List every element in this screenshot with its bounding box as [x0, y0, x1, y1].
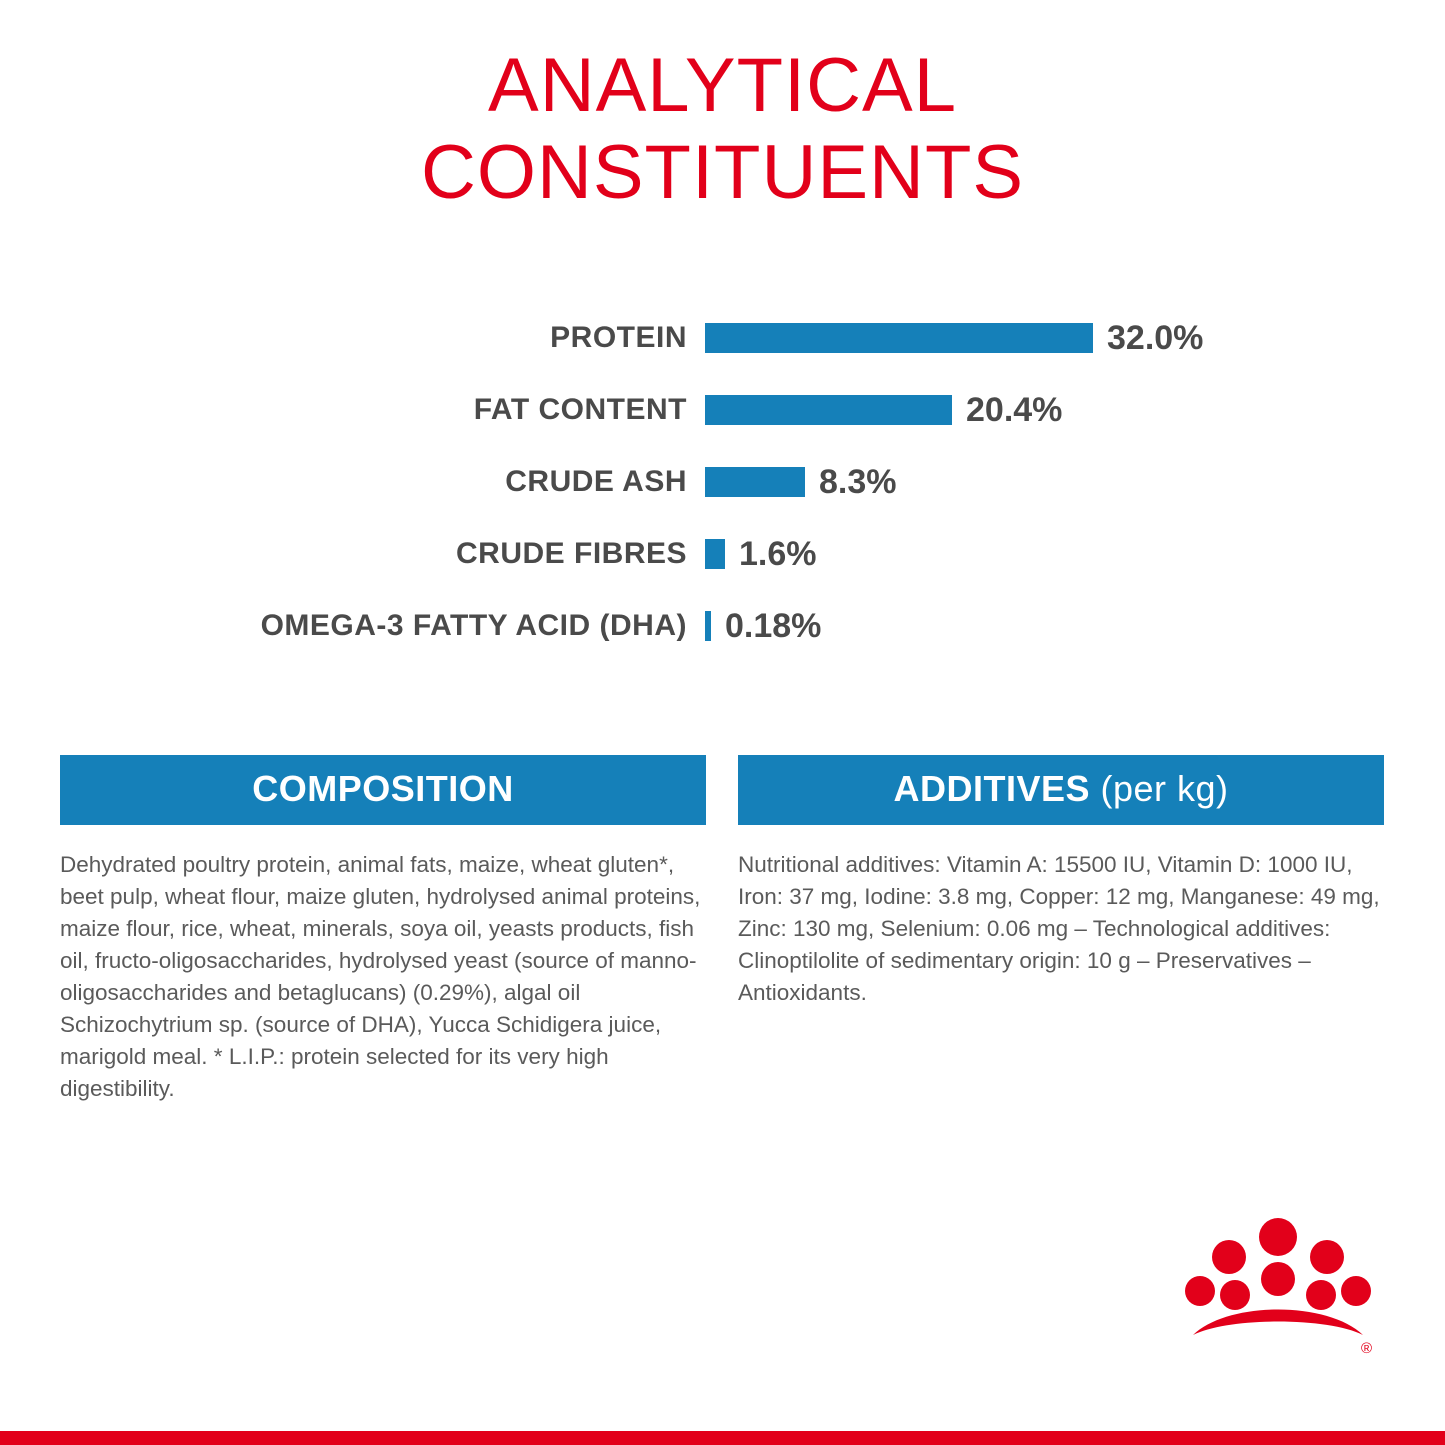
chart-row	[0, 454, 1445, 510]
additives-body	[738, 849, 1384, 1009]
page-title-line-2: CONSTITUENTS	[420, 130, 1025, 216]
bar-label: PROTEIN	[550, 321, 687, 354]
royal-canin-logo	[1183, 1213, 1373, 1373]
additives-panel	[738, 755, 1384, 1105]
bar-fill	[705, 611, 711, 641]
bar-wrap	[705, 319, 1203, 358]
bar-wrap	[705, 607, 821, 646]
chart-row	[0, 310, 1445, 366]
composition-text: Dehydrated poultry protein, animal fats, maize, wheat gluten*, beet pulp, wheat flour, maize gluten, hydrolysed animal proteins, maize flour, rice, wheat, minerals, soya oil, yeasts products, fish oil, fructo-oligosaccharides, hydrolysed yeast (source of manno-oligosaccharides and betaglucans) (0.29%), algal oil Schizochytrium sp. (source of DHA), Yucca Schidigera juice, marigold meal. * L.I.P.: protein selected for its very high digestibility.	[60, 852, 701, 1101]
bar-fill	[705, 395, 952, 425]
bar-fill	[705, 467, 805, 497]
chart-row	[0, 382, 1445, 438]
chart-row	[0, 598, 1445, 654]
bar-value: 1.6%	[739, 534, 817, 573]
bar-label: FAT CONTENT	[473, 393, 687, 426]
additives-heading	[738, 755, 1384, 825]
composition-panel	[60, 755, 706, 1105]
additives-heading-main: ADDITIVES	[893, 768, 1090, 809]
chart-row	[0, 526, 1445, 582]
bar-label: CRUDE ASH	[505, 465, 687, 498]
composition-heading: COMPOSITION	[60, 755, 706, 825]
additives-heading-suffix: (per kg)	[1100, 768, 1229, 809]
additives-text: Nutritional additives: Vitamin A: 15500 IU, Vitamin D: 1000 IU, Iron: 37 mg, Iodine: 3.8 mg, Copper: 12 mg, Manganese: 49 mg, Zinc: 130 mg, Selenium: 0.06 mg – Technological additives: Clinoptilolite of sedimentary origin: 10 g – Preservatives – Antioxidants.	[738, 852, 1380, 1005]
bar-wrap	[705, 391, 1062, 430]
bottom-accent-bar	[0, 1431, 1445, 1445]
registered-mark: ®	[1361, 1340, 1373, 1357]
bar-value: 32.0%	[1107, 318, 1204, 357]
bar-fill	[705, 323, 1093, 353]
bar-value: 0.18%	[725, 606, 822, 645]
composition-body	[60, 849, 706, 1105]
bar-label: OMEGA-3 FATTY ACID (DHA)	[260, 609, 687, 642]
analytical-constituents-chart	[0, 310, 1445, 670]
page-title-line-1: ANALYTICAL	[488, 43, 957, 128]
bar-label: CRUDE FIBRES	[455, 537, 687, 570]
bar-value: 20.4%	[966, 390, 1063, 429]
bar-wrap	[705, 463, 897, 502]
bar-fill	[705, 539, 725, 569]
crown-paw-icon	[1185, 1218, 1371, 1335]
bar-value: 8.3%	[819, 462, 897, 501]
page-title	[0, 42, 1445, 217]
info-panels	[60, 755, 1385, 1105]
bar-wrap	[705, 535, 817, 574]
